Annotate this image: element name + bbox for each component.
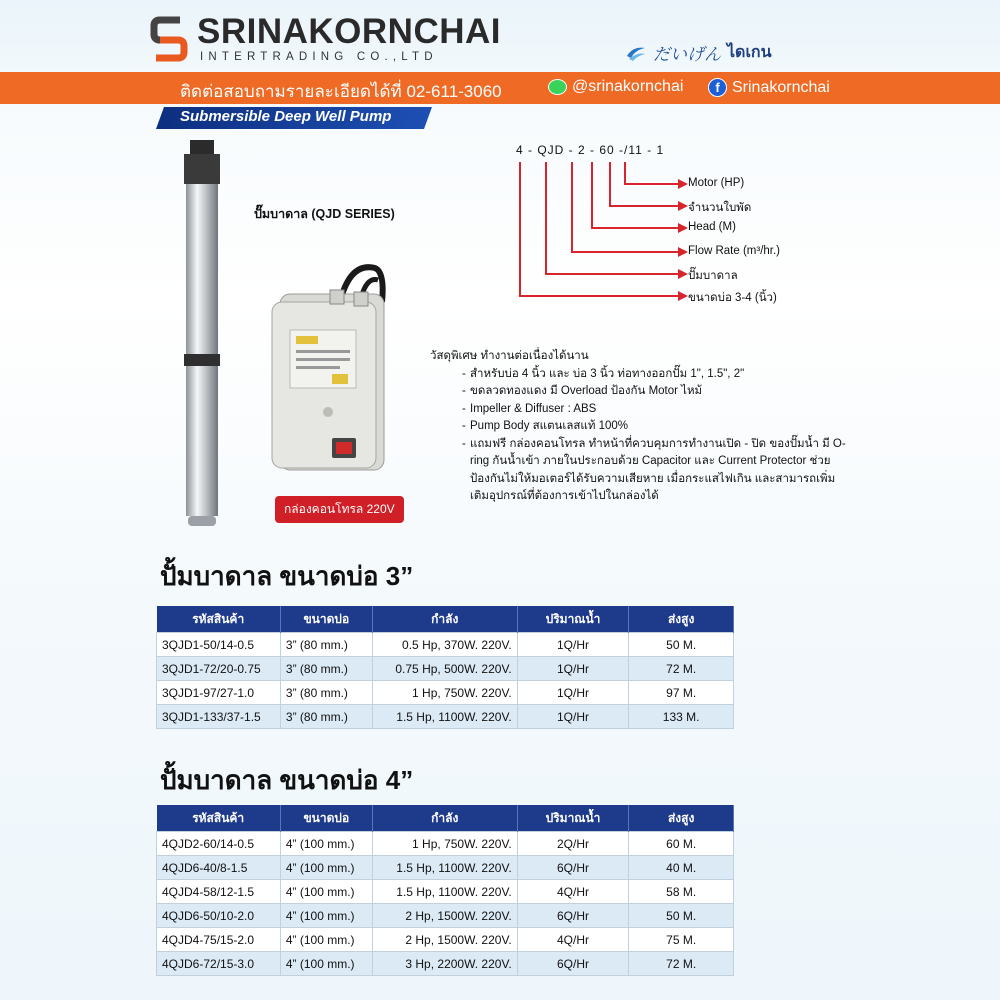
facebook-handle: Srinakornchai [732,78,830,96]
cell-head: 60 M. [629,832,734,856]
section-title-3inch: ปั้มบาดาล ขนาดบ่อ 3” [160,561,414,591]
cell-size: 3” (80 mm.) [280,633,372,657]
table-row [157,928,734,952]
header-size: ขนาดบ่อ [280,805,372,832]
cell-code: 4QJD6-40/8-1.5 [157,856,281,880]
feature-item: - แถมฟรี กล่องคอนโทรล ทำหน้าที่ควบคุมการทำงานเปิด - ปิด ของปั๊มน้ำ มี O-ring กันน้ำเข้า ภายในประกอบด้วย Capacitor และ Current Protector ช่วยป้องกันไม่ให้มอเตอร์ได้รับความเสียหาย เมื่อกระแสไฟเกิน และสามารถเพิ่มเติมอุปกรณ์ที่ต้องการเข้าไปในกล่องได้ [470,436,850,506]
control-box-image [270,262,390,474]
cell-flow: 4Q/Hr [517,880,629,904]
partner-logo [625,40,772,65]
product-title: Submersible Deep Well Pump [180,108,392,125]
cell-code: 3QJD1-133/37-1.5 [157,705,281,729]
feature-item: - ขดลวดทองแดง มี Overload ป้องกัน Motor ไหม้ [470,383,850,401]
table-row [157,681,734,705]
feature-item: - Impeller & Diffuser : ABS [470,401,850,419]
cell-size: 4” (100 mm.) [280,832,372,856]
cell-code: 3QJD1-72/20-0.75 [157,657,281,681]
cell-size: 4” (100 mm.) [280,880,372,904]
brand-subtitle: INTERTRADING CO.,LTD [200,51,438,63]
cell-flow: 1Q/Hr [517,657,629,681]
cell-head: 133 M. [629,705,734,729]
cell-code: 4QJD6-50/10-2.0 [157,904,281,928]
cell-power: 1 Hp, 750W. 220V. [372,681,517,705]
cell-power: 3 Hp, 2200W. 220V. [372,952,517,976]
series-label: ปั๊มบาดาล (QJD SERIES) [254,207,395,221]
cell-head: 97 M. [629,681,734,705]
code-label-pump: ปั๊มบาดาล [688,270,738,282]
cell-head: 75 M. [629,928,734,952]
cell-power: 2 Hp, 1500W. 220V. [372,904,517,928]
table-row [157,904,734,928]
table-4inch [156,805,734,976]
feature-lead: วัสดุพิเศษ ทำงานต่อเนื่องได้นาน [430,350,589,362]
feature-item: - สำหรับบ่อ 4 นิ้ว และ บ่อ 3 นิ้ว ท่อทางออกปั๊ม 1", 1.5", 2" [470,366,850,384]
cell-head: 58 M. [629,880,734,904]
code-label-well-size: ขนาดบ่อ 3-4 (นิ้ว) [688,292,777,304]
header-head: ส่งสูง [629,805,734,832]
header-flow: ปริมาณน้ำ [517,805,629,832]
cell-flow: 1Q/Hr [517,633,629,657]
cell-code: 4QJD4-75/15-2.0 [157,928,281,952]
partner-name-jp: だいげん [653,45,721,64]
cell-power: 1.5 Hp, 1100W. 220V. [372,880,517,904]
cell-size: 3” (80 mm.) [280,705,372,729]
cell-size: 4” (100 mm.) [280,856,372,880]
cell-flow: 6Q/Hr [517,904,629,928]
code-label-flow: Flow Rate (m³/hr.) [688,245,781,257]
header-power: กำลัง [372,606,517,633]
cell-flow: 4Q/Hr [517,928,629,952]
table-row [157,633,734,657]
table-header-row [157,805,734,832]
feature-list [430,348,850,506]
line-contact[interactable] [548,78,683,96]
cell-power: 1 Hp, 750W. 220V. [372,832,517,856]
code-label-impellers: จำนวนใบพัด [688,202,752,214]
company-logo [150,14,188,64]
cell-code: 4QJD6-72/15-3.0 [157,952,281,976]
cell-flow: 6Q/Hr [517,856,629,880]
cell-head: 50 M. [629,904,734,928]
cell-flow: 1Q/Hr [517,705,629,729]
cell-power: 1.5 Hp, 1100W. 220V. [372,856,517,880]
cell-code: 4QJD4-58/12-1.5 [157,880,281,904]
cell-size: 4” (100 mm.) [280,904,372,928]
table-row [157,952,734,976]
header-size: ขนาดบ่อ [280,606,372,633]
partner-name-th: ไดเกน [727,44,772,61]
code-label-head: Head (M) [688,221,736,233]
cell-size: 3” (80 mm.) [280,657,372,681]
brand-name: SRINAKORNCHAI [197,12,501,51]
table-row [157,880,734,904]
cell-size: 3” (80 mm.) [280,681,372,705]
code-breakdown-arrows [510,158,690,318]
line-handle: @srinakornchai [572,78,684,95]
cell-flow: 6Q/Hr [517,952,629,976]
cell-size: 4” (100 mm.) [280,928,372,952]
cell-flow: 1Q/Hr [517,681,629,705]
header-flow: ปริมาณน้ำ [517,606,629,633]
model-code: 4 - QJD - 2 - 60 -/11 - 1 [516,143,665,157]
table-header-row [157,606,734,633]
line-icon [548,79,567,95]
table-row [157,856,734,880]
cell-head: 50 M. [629,633,734,657]
pump-image [178,140,226,528]
cell-code: 4QJD2-60/14-0.5 [157,832,281,856]
code-label-motor: Motor (HP) [688,177,745,189]
cell-flow: 2Q/Hr [517,832,629,856]
table-row [157,832,734,856]
cell-power: 2 Hp, 1500W. 220V. [372,928,517,952]
table-row [157,705,734,729]
control-box-tag: กล่องคอนโทรล 220V [275,496,404,523]
cell-head: 72 M. [629,952,734,976]
cell-power: 0.75 Hp, 500W. 220V. [372,657,517,681]
facebook-icon: f [708,78,727,97]
section-title-4inch: ปั้มบาดาล ขนาดบ่อ 4” [160,765,414,795]
header-code: รหัสสินค้า [157,805,281,832]
cell-code: 3QJD1-97/27-1.0 [157,681,281,705]
cell-power: 0.5 Hp, 370W. 220V. [372,633,517,657]
header-code: รหัสสินค้า [157,606,281,633]
cell-size: 4” (100 mm.) [280,952,372,976]
contact-phone-text: ติดต่อสอบถามรายละเอียดได้ที่ 02-611-3060 [180,82,502,101]
table-row [157,657,734,681]
feature-item: - Pump Body สแตนเลสแท้ 100% [470,418,850,436]
partner-swirl-icon [625,44,647,62]
cell-code: 3QJD1-50/14-0.5 [157,633,281,657]
cell-power: 1.5 Hp, 1100W. 220V. [372,705,517,729]
table-3inch [156,606,734,729]
header-head: ส่งสูง [629,606,734,633]
header-power: กำลัง [372,805,517,832]
cell-head: 72 M. [629,657,734,681]
cell-head: 40 M. [629,856,734,880]
facebook-contact[interactable] [708,78,830,97]
